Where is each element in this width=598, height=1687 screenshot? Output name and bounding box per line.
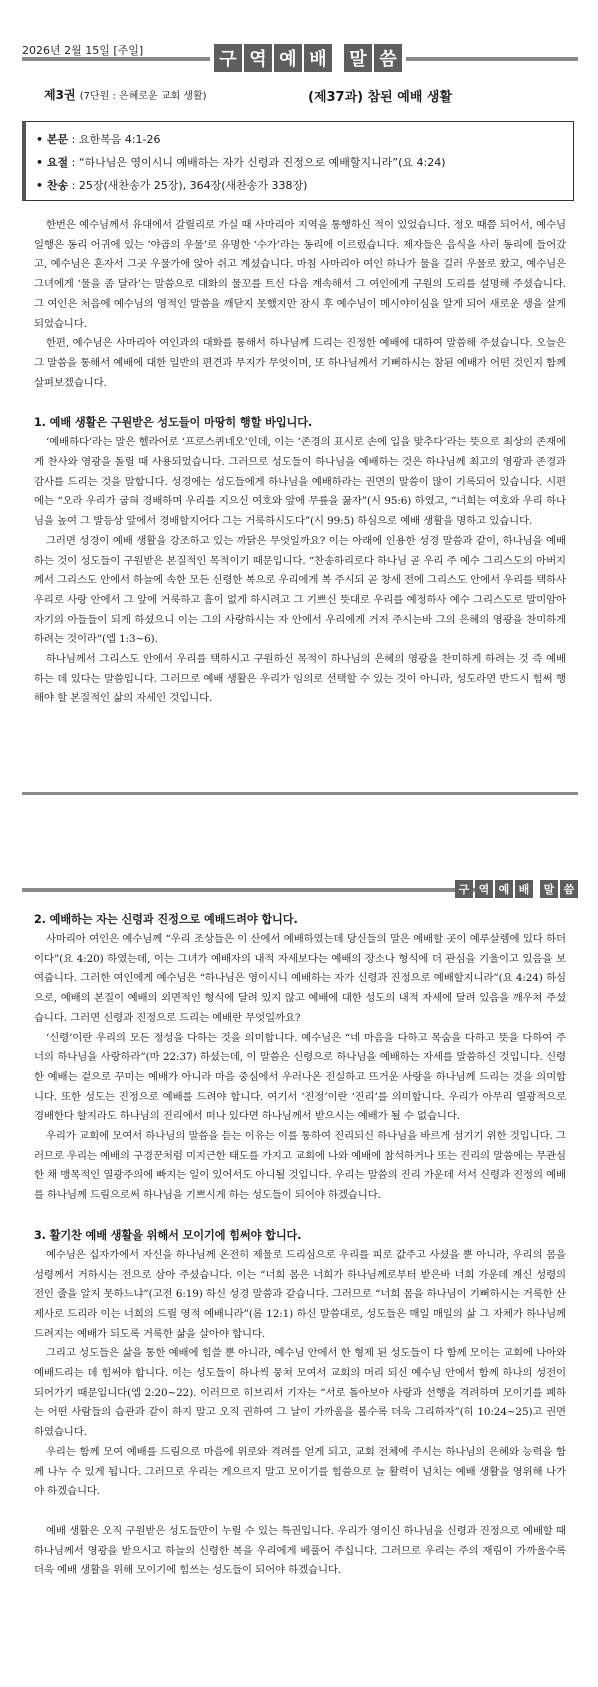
lesson-title: (제37과) 참된 예배 생활 xyxy=(308,90,453,105)
body-paragraph: 그리고 성도들은 삶을 통한 예배에 힘쓸 뿐 아니라, 예수님 안에서 한 형제 된 성도들이 다 함께 모이는 교회에 나아와 예배드리는 데 힘써야 합니다. 이는 성도들이 하나씩 뭉쳐 모여서 교회의 머리 되신 예수님 안에서 함께 하나의 성전이 되어가기 때문입니다(엡 2:20~22). 이러므로 히브리서 기자는 “서로 돌아보아 사랑과 선행을 격려하며 모이기를 폐하는 어떤 사람들의 습관과 같이 하지 말고 오직 권하여 그 날이 가까움을 볼수록 더욱 그리하자”(히 10:24~25)고 권면하였습니다. xyxy=(34,1347,566,1439)
title-char: 배 xyxy=(304,44,332,72)
info-label: • 찬송 xyxy=(36,179,69,192)
info-label: • 요절 xyxy=(36,156,69,169)
page-header xyxy=(22,36,578,70)
page2-header xyxy=(22,880,578,900)
info-value: : 25장(새찬송가 25장), 364장(새찬송가 338장) xyxy=(68,179,308,192)
title-char: 씀 xyxy=(560,880,578,898)
date-label: 2026년 2월 15일 [주일] xyxy=(22,44,144,57)
section-heading: 3. 활기찬 예배 생활을 위해서 모이기에 힘써야 합니다. xyxy=(34,1228,302,1242)
info-row-hymn xyxy=(36,174,563,197)
body-text-page1 xyxy=(34,216,566,709)
info-value: : 요한복음 4:1-26 xyxy=(68,133,161,146)
section-heading: 1. 예배 생활은 구원받은 성도들이 마땅히 행할 바입니다. xyxy=(34,416,313,430)
volume-label: 제3권 xyxy=(44,88,76,102)
info-value: : “하나님은 영이시니 예배하는 자가 신령과 진정으로 예배할지니라”(요 4:24) xyxy=(68,156,446,169)
body-paragraph: 예수님은 십자가에서 자신을 하나님께 온전히 제물로 드리심으로 우리를 피로 값주고 사셨을 뿐 아니라, 우리의 몸을 성령께서 거하시는 전으로 삼아 주셨습니다. 이는 “너희 몸은 너희가 하나님께로부터 받은바 너희 가운데 계신 성령의 전인 줄을 알지 못하느냐”(고전 6:19) 하신 성경 말씀과 같습니다. 그러므로 “너희 몸을 하나님이 기뻐하시는 거룩한 산 제사로 드리라 이는 너희의 드릴 영적 예배니라”(롬 12:1) 하신 말씀대로, 성도들은 매일 매일의 삶 그 자체가 하나님께 드려지는 예배가 되도록 거룩한 삶을 살아야 합니다. xyxy=(34,1248,566,1340)
intro-paragraph: 한편, 예수님은 사마리아 여인과의 대화를 통해서 하나님께 드리는 진정한 예배에 대하여 말씀해 주셨습니다. 오늘은 그 말씀을 통해서 예배에 대한 일반의 편견과 무지가 무엇이며, 또 하나님께서 기뻐하시는 참된 예배가 어떤 것인지 함께 살펴보겠습니다. xyxy=(34,337,566,389)
info-row-summary xyxy=(36,151,563,174)
page-bottom-rule xyxy=(22,792,578,795)
body-text-page2 xyxy=(34,910,566,1581)
title-char: 예 xyxy=(495,880,513,898)
title-char: 씀 xyxy=(374,44,402,72)
title-char: 배 xyxy=(515,880,533,898)
body-paragraph: 하나님께서 그리스도 안에서 우리를 택하시고 구원하신 목적이 하나님의 은혜의 영광을 찬미하게 하려는 것 즉 예배하는 데 있다는 말씀입니다. 그러므로 예배 생활은 우리가 임의로 선택할 수 있는 것이 아니라, 성도라면 반드시 힘써 행해야 할 본질적인 삶의 자세인 것입니다. xyxy=(34,653,566,705)
body-paragraph: ‘신령’이란 우리의 모든 정성을 다하는 것을 의미합니다. 예수님은 “네 마음을 다하고 목숨을 다하고 뜻을 다하여 주 너의 하나님을 사랑하라”(마 22:37) 하셨는데, 이 말씀은 신령으로 하나님을 예배하는 자세를 말씀하신 것입니다. 신령한 예배는 겉으로 꾸미는 예배가 아니라 마음 중심에서 우러나온 진실하고 뜨거운 사랑을 하나님께 드리는 것을 의미합니다. 또한 성도는 진정으로 예배를 드려야 합니다. 여기서 ‘진정’이란 ‘진리’를 의미합니다. 우리가 아무리 열광적으로 경배한다 할지라도 하나님의 진리에서 떠나 있다면 하나님께서 받으시는 예배가 될 수 없습니다. xyxy=(34,1031,566,1123)
title-char: 구 xyxy=(455,880,473,898)
info-row-text xyxy=(36,128,563,151)
unit-label: (7단원 : 은혜로운 교회 생활) xyxy=(79,91,207,102)
title-char: 구 xyxy=(214,44,242,72)
page2-title xyxy=(455,880,578,898)
body-paragraph: 사마리아 여인은 예수님께 “우리 조상들은 이 산에서 예배하였는데 당신들의 말은 예배할 곳이 예루살렘에 있다 하더이다”(요 4:20) 하였는데, 이는 그녀가 예배자의 내적 자세보다는 예배의 장소나 형식에 더 관심을 기울이고 있음을 보여줍니다. 그러한 여인에게 예수님은 “하나님은 영이시니 예배하는 자가 신령과 진정으로 예배할지니라”(요 4:24) 하심으로, 예배의 본질이 예배의 외면적인 형식에 달려 있지 않고 예배에 대한 성도의 내적 자세에 달려 있음을 깨우쳐 주셨습니다. 그러면 신령과 진정으로 드리는 예배란 무엇일까요? xyxy=(34,933,566,1024)
lesson-heading xyxy=(22,86,578,106)
body-paragraph: 그러면 성경이 예배 생활을 강조하고 있는 까닭은 무엇일까요? 이는 아래에 인용한 성경 말씀과 같이, 하나님을 예배하는 것이 성도들이 구원받은 본질적인 목적이기 때문입니다. “찬송하리로다 하나님 곧 우리 주 예수 그리스도의 아버지께서 그리스도 안에서 하늘에 속한 모든 신령한 복으로 우리에게 복 주시되 곧 창세 전에 그리스도 안에서 우리를 택하사 우리로 사랑 안에서 그 앞에 거룩하고 흠이 없게 하시려고 그 기쁘신 뜻대로 우리를 예정하사 예수 그리스도로 말미암아 자기의 아들들이 되게 하셨으니 이는 그의 사랑하시는 자 안에서 우리에게 거저 주시는바 그의 은혜의 영광을 찬미하게 하려는 것이라”(엡 1:3~6). xyxy=(34,534,566,646)
body-paragraph: 우리는 함께 모여 예배를 드림으로 마음에 위로와 격려를 얻게 되고, 교회 전체에 주시는 하나님의 은혜와 능력을 함께 나누 수 있게 됩니다. 그러므로 우리는 게으르지 말고 모이기를 힘씀으로 늘 활력이 넘치는 예배 생활을 영위해 나가야 하겠습니다. xyxy=(34,1445,567,1498)
title-char: 역 xyxy=(475,880,493,898)
body-paragraph: ‘예배하다’라는 말은 헬라어로 ‘프로스퀴네오’인데, 이는 ‘존경의 표시로 손에 입을 맞추다’라는 뜻으로 최상의 존재에게 찬사와 영광을 돌릴 때 사용되었습니다. 그러므로 성도들이 하나님을 예배하는 것은 하나님께 최고의 영광과 존경과 감사를 드리는 것을 말합니다. 성경에는 성도들에게 하나님을 예배하라는 권면의 말씀이 많이 기록되어 있습니다. 시편에는 “오라 우리가 굽혀 경배하며 우리를 지으신 여호와 앞에 무릎을 꿇자”(시 95:6) 하였고, “너희는 여호와 우리 하나님을 높여 그 발등상 앞에서 경배할지어다 그는 거룩하시도다”(시 99:5) 하심으로 예배 생활을 명하고 있습니다. xyxy=(34,436,566,528)
title-char: 말 xyxy=(344,44,372,72)
scripture-info-box xyxy=(22,121,574,201)
title-char: 예 xyxy=(274,44,302,72)
section-heading: 2. 예배하는 자는 신령과 진정으로 예배드려야 합니다. xyxy=(34,913,298,926)
page-title xyxy=(210,44,406,72)
header-rule xyxy=(22,888,478,892)
lesson-volume xyxy=(44,86,207,103)
body-paragraph: 우리가 교회에 모여서 하나님의 말씀을 듣는 이유는 이를 통하여 진리되신 하나님을 바르게 섬기기 위한 것입니다. 그러므로 우리는 예배의 구경꾼처럼 미지근한 태도를 가지고 교회에 나와 예배에 참석하거나 또는 진리의 말씀에는 무관심한 채 맹목적인 열광주의에 빠지는 일이 있어서도 아니될 것입니다. 우리는 말씀의 진리 가운데 서서 신령과 진정의 예배를 하나님께 드림으로써 하나님을 기쁘시게 하는 성도들이 되어야 하겠습니다. xyxy=(34,1130,566,1202)
info-label: • 본문 xyxy=(36,133,69,146)
title-char: 역 xyxy=(244,44,272,72)
intro-paragraph: 한번은 예수님께서 유대에서 갈릴리로 가실 때 사마리아 지역을 통행하신 적이 있었습니다. 정오 때쯤 되어서, 예수님 일행은 동리 어귀에 있는 ‘야곱의 우물’로 유명한 ‘수가’라는 동리에 이르렀습니다. 제자들은 음식을 사러 동리에 들어갔고, 예수님은 혼자서 그곳 우물가에 앉아 쉬고 계셨습니다. 마침 사마리아 여인 하나가 물을 길러 우물로 왔고, 예수님은 그녀에게 ‘물을 좀 달라’는 말씀으로 대화의 물꼬를 트신 다음 계속해서 그 여인에게 구원의 도리를 설명해 주셨습니다. 그 여인은 처음에 예수님의 영적인 말씀을 깨닫지 못했지만 잠시 후 예수님이 메시야이심을 알게 되어 새로운 생을 살게 되었습니다. xyxy=(34,219,566,330)
title-char: 말 xyxy=(540,880,558,898)
conclusion-paragraph: 예배 생활은 오직 구원받은 성도들만이 누릴 수 있는 특권입니다. 우리가 영이신 하나님을 신령과 진정으로 예배할 때 하나님께서 영광을 받으시고 하늘의 신령한 복을 우리에게 베풀어 주십니다. 그러므로 우리는 주의 재림이 가까울수록 더욱 예배 생활을 위해 모이기에 힘쓰는 성도들이 되어야 하겠습니다. xyxy=(34,1524,566,1577)
